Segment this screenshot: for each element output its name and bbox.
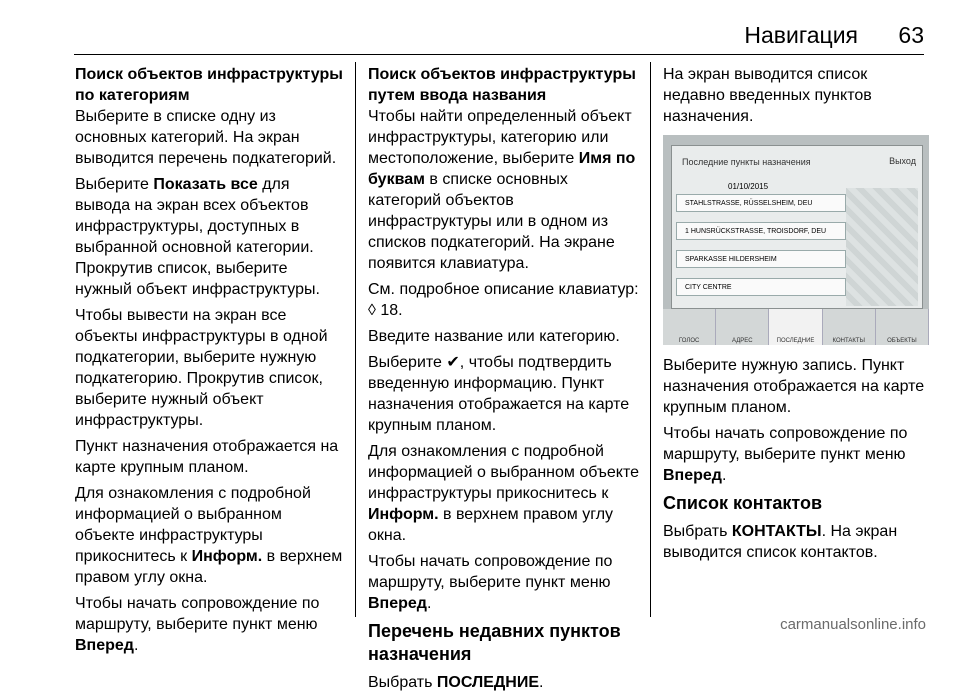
page-ref: ◊ 18. — [368, 302, 403, 319]
col1-p6: Чтобы начать сопровождение по маршруту, выберите пункт меню Вперед. — [75, 595, 320, 654]
col1-p3: Чтобы вывести на экран все объекты инфраструктуры в одной подкатегории, выберите нужную подкатегорию. Прокрутив список, выберите нужный объект инфраструктуры. — [75, 307, 328, 429]
column-divider-2 — [650, 62, 651, 617]
tab-poi: ОБЪЕКТЫ — [876, 309, 929, 345]
column-divider-1 — [355, 62, 356, 617]
col3-p2: Выберите нужную запись. Пункт назначения отображается на карте крупным планом. — [663, 357, 925, 416]
list-item: STAHLSTRASSE, RÜSSELSHEIM, DEU — [676, 194, 846, 212]
exit-button: Выход — [889, 156, 916, 166]
col2-p5: Для ознакомления с подробной информацией о выбранном объекте инфраструктуры прикоснитесь к Информ. в верхнем правом углу окна. — [368, 443, 639, 544]
tab-contacts: КОНТАКТЫ — [823, 309, 876, 345]
header-rule — [74, 54, 924, 55]
col3-p4: Выбрать КОНТАКТЫ. На экран выводится список контактов. — [663, 523, 898, 561]
tab-voice: ГОЛОС — [663, 309, 716, 345]
col3-p3: Чтобы начать сопровождение по маршруту, выберите пункт меню Вперед. — [663, 425, 908, 484]
col1-p4: Пункт назначения отображается на карте крупным планом. — [75, 438, 339, 476]
column-1 — [75, 64, 343, 661]
screen-window — [671, 145, 923, 309]
col2-p4: Выберите ✔, чтобы подтвердить введенную информацию. Пункт назначения отображается на карте крупным планом. — [368, 354, 630, 434]
column-3 — [663, 64, 931, 568]
watermark: carmanualsonline.info — [780, 616, 926, 633]
page-number: 63 — [898, 22, 924, 48]
tab-address: АДРЕС — [716, 309, 769, 345]
col1-p2: Выберите Показать все для вывода на экран всех объектов инфраструктуры, доступных в выбранной основной категории. Прокрутив список, выберите нужный объект инфраструктуры. — [75, 176, 320, 298]
col2-p7: Выбрать ПОСЛЕДНИЕ. — [368, 674, 544, 691]
col1-p5: Для ознакомления с подробной информацией о выбранном объекте инфраструктуры прикоснитесь к Информ. в верхнем правом углу окна. — [75, 485, 343, 586]
list-item: CITY CENTRE — [676, 278, 846, 296]
col2-p3: Введите название или категорию. — [368, 328, 620, 345]
map-preview — [846, 188, 918, 306]
col2-p6: Чтобы начать сопровождение по маршруту, выберите пункт меню Вперед. — [368, 553, 613, 612]
check-icon: ✔ — [446, 354, 460, 371]
col2-subheading: Перечень недавних пунктов назначения — [368, 621, 621, 664]
col2-p1: Чтобы найти определенный объект инфраструктуры, категорию или местоположение, выберите Имя по буквам в списке основных категорий объектов инфраструктуры или в одном из списков подкатегорий. На экране появится клавиатура. — [368, 108, 636, 272]
screen-tab-bar — [663, 309, 929, 345]
list-item: 1 HUNSRÜCKSTRASSE, TROISDORF, DEU — [676, 222, 846, 240]
section-title: Навигация — [744, 22, 858, 48]
tab-recent: ПОСЛЕДНИЕ — [769, 309, 822, 345]
list-item: SPARKASSE HILDERSHEIM — [676, 250, 846, 268]
col1-p1: Выберите в списке одну из основных категорий. На экран выводится перечень подкатегорий. — [75, 108, 337, 167]
col2-p2: См. подробное описание клавиатур: ◊ 18. — [368, 281, 639, 319]
col1-heading: Поиск объектов инфраструктуры по категориям — [75, 66, 343, 104]
col3-subheading: Список контактов — [663, 493, 823, 513]
screen-title: Последние пункты назначения — [682, 157, 811, 167]
col2-heading: Поиск объектов инфраструктуры путем ввода названия — [368, 66, 636, 104]
col3-p1: На экран выводится список недавно введенных пунктов назначения. — [663, 66, 872, 125]
screen-date: 01/10/2015 — [728, 182, 769, 191]
recent-destinations-screenshot — [663, 135, 929, 345]
column-2 — [368, 64, 640, 698]
page-header — [0, 0, 960, 60]
